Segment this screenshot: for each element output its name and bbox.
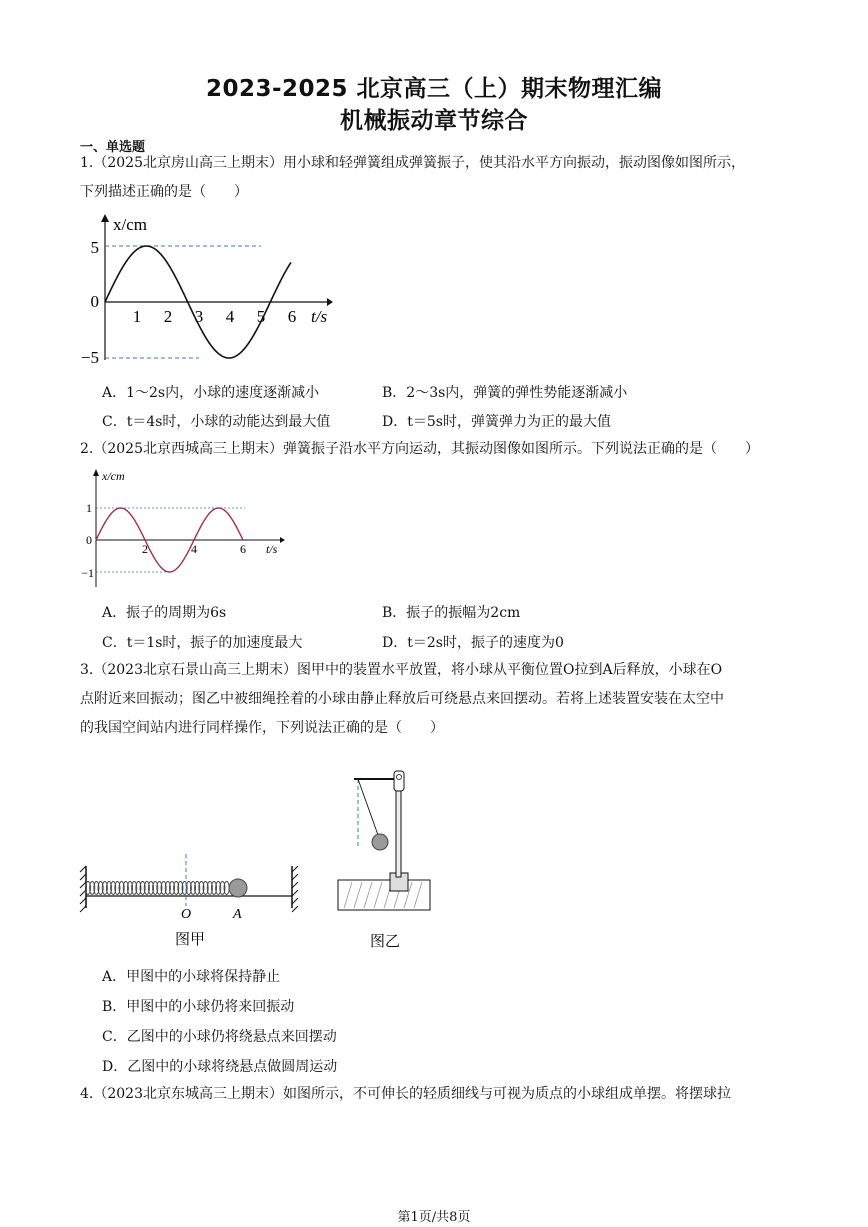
x-tick-2: 2 <box>142 542 148 556</box>
x-tick-2: 2 <box>163 307 173 326</box>
point-a-label: A <box>233 907 242 922</box>
y-axis-label: x/cm <box>113 215 147 234</box>
y-tick-1: 1 <box>86 501 92 515</box>
x-axis-label: t/s <box>266 542 278 556</box>
right-wall-hatch <box>292 866 298 912</box>
q1-option-b[interactable]: B．2～3s内，弹簧的弹性势能逐渐减小 <box>382 385 628 401</box>
x-tick-5: 5 <box>256 307 266 326</box>
y-tick-0: 0 <box>90 292 99 311</box>
figure-spring-oscillator <box>78 850 303 950</box>
q1-vibration-chart <box>75 210 345 370</box>
question-number: 3. <box>80 662 94 678</box>
question-2 <box>80 435 759 464</box>
page-subtitle: 机械振动章节综合 <box>340 108 528 134</box>
question-text: （2025北京西城高三上期末）弹簧振子沿水平方向运动，其振动图像如图所示。下列说法正确的是（ ） <box>93 441 759 457</box>
question-3 <box>80 656 722 685</box>
x-axis-label: t/s <box>311 307 328 326</box>
figure-b-caption: 图乙 <box>369 934 401 950</box>
x-axis-arrow <box>280 537 285 543</box>
q3-option-d[interactable]: D．乙图中的小球将绕悬点做圆周运动 <box>102 1059 338 1075</box>
question-3-line3: 的我国空间站内进行同样操作，下列说法正确的是（ ） <box>80 720 444 736</box>
page-number: 第1页/共8页 <box>397 1210 471 1225</box>
q3-option-c[interactable]: C．乙图中的小球仍将绕悬点来回摆动 <box>102 1029 337 1045</box>
y-tick-0: 0 <box>86 533 92 547</box>
section-heading: 一、单选题 <box>80 140 146 155</box>
x-ticks <box>133 307 297 326</box>
question-number: 1. <box>80 155 94 171</box>
figure-a-caption: 图甲 <box>174 932 206 948</box>
question-text: （2025北京房山高三上期末）用小球和轻弹簧组成弹簧振子，使其沿水平方向振动，振动图像如图所示， <box>93 155 745 171</box>
y-axis-arrow <box>93 469 99 476</box>
x-ticks <box>142 542 246 556</box>
q1-option-a[interactable]: A．1～2s内，小球的速度逐渐减小 <box>102 385 320 401</box>
question-3-line2: 点附近来回振动；图乙中被细绳拴着的小球由静止释放后可绕悬点来回摆动。若将上述装置安装在太空中 <box>80 691 724 707</box>
q2-option-c[interactable]: C．t＝1s时，振子的加速度最大 <box>102 635 303 651</box>
x-tick-4: 4 <box>191 542 197 556</box>
q1-option-c[interactable]: C．t＝4s时，小球的动能达到最大值 <box>102 414 331 430</box>
question-number: 2. <box>80 441 94 457</box>
pendulum-bob <box>372 834 388 850</box>
question-text: （2023北京石景山高三上期末）图甲中的装置水平放置，将小球从平衡位置O拉到A后释放，小球在O <box>93 662 723 678</box>
q2-option-a[interactable]: A．振子的周期为6s <box>102 605 227 621</box>
q2-option-d[interactable]: D．t＝2s时，振子的速度为0 <box>382 635 564 651</box>
x-tick-6: 6 <box>240 542 246 556</box>
question-text: （2023北京东城高三上期末）如图所示，不可伸长的轻质细线与可视为质点的小球组成单摆。将摆球拉 <box>93 1086 731 1102</box>
ball <box>229 879 247 897</box>
point-o-label: O <box>181 907 192 922</box>
y-axis-label: x/cm <box>102 469 125 483</box>
question-1-line2: 下列描述正确的是（ ） <box>80 184 248 200</box>
x-tick-1: 1 <box>132 307 142 326</box>
question-1 <box>80 149 745 178</box>
y-tick-neg5: −5 <box>80 348 99 367</box>
y-axis-arrow <box>101 214 109 222</box>
q3-option-a[interactable]: A．甲图中的小球将保持静止 <box>102 969 281 985</box>
figure-pendulum <box>330 765 440 950</box>
x-axis-arrow <box>327 298 333 306</box>
x-tick-6: 6 <box>287 307 297 326</box>
x-tick-4: 4 <box>225 307 235 326</box>
q1-option-d[interactable]: D．t＝5s时，弹簧弹力为正的最大值 <box>382 414 611 430</box>
q2-vibration-chart <box>80 465 295 590</box>
page-title: 2023-2025 北京高三（上）期末物理汇编 <box>205 76 663 102</box>
y-tick-neg1: −1 <box>81 566 94 580</box>
question-number: 4. <box>80 1086 94 1102</box>
y-tick-5: 5 <box>90 238 99 257</box>
x-tick-3: 3 <box>194 307 204 326</box>
clamp <box>394 771 404 791</box>
base-plate <box>338 880 430 910</box>
spring <box>85 882 229 895</box>
q3-option-b[interactable]: B．甲图中的小球仍将来回振动 <box>102 999 295 1015</box>
q2-option-b[interactable]: B．振子的振幅为2cm <box>382 605 521 621</box>
question-4 <box>80 1080 731 1109</box>
string <box>358 779 378 835</box>
